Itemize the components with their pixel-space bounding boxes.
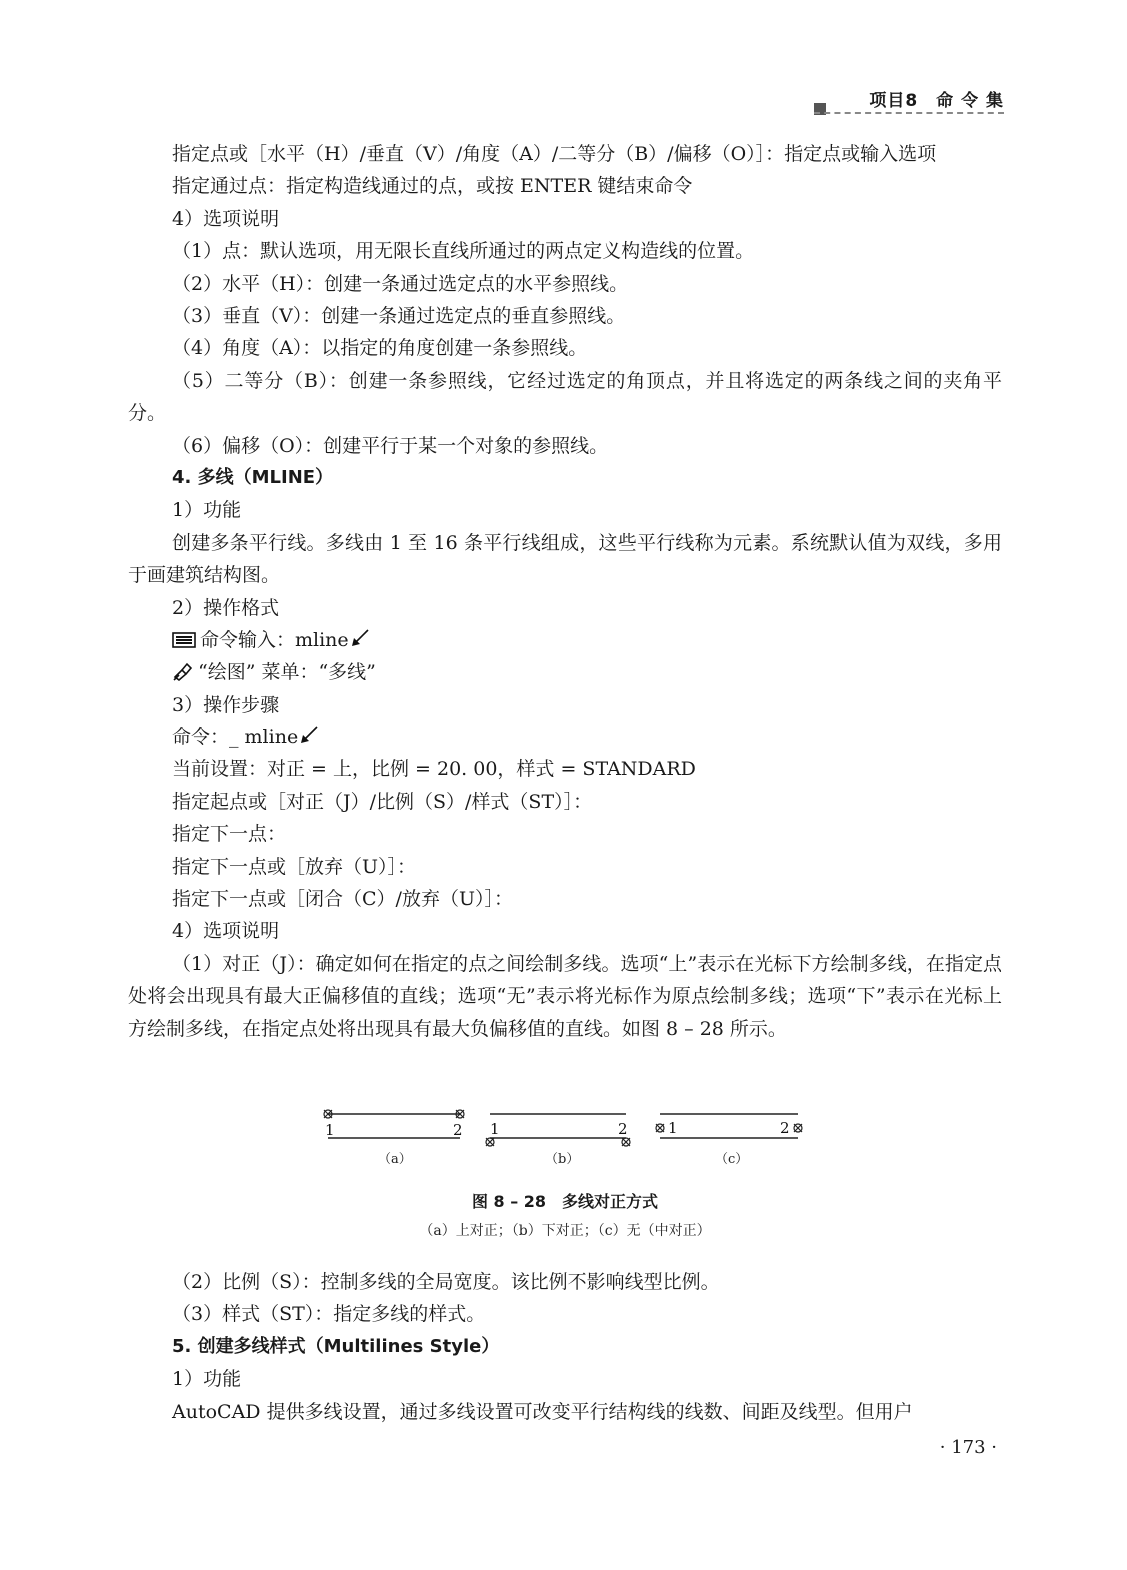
subheading: 2）操作格式 (172, 596, 280, 619)
keyboard-icon (172, 631, 196, 649)
point-marker-icon (794, 1124, 802, 1132)
panel-a (324, 1110, 464, 1167)
point-label: 2 (453, 1121, 463, 1139)
point-label: 1 (668, 1119, 678, 1137)
enter-arrow-icon (350, 628, 370, 648)
command-input-text: 命令输入：mline (200, 628, 349, 651)
panel-label: （c） (715, 1152, 749, 1167)
enter-arrow-icon (299, 725, 319, 745)
figure-drawing (320, 1104, 810, 1170)
text-paragraph: （5）二等分（B）：创建一条参照线，它经过选定的角顶点，并且将选定的两条线之间的夹角平分。 (128, 369, 1002, 425)
section-heading: 4. 多线（MLINE） (172, 466, 334, 488)
header-title: 项目8 命 令 集 (869, 91, 1004, 111)
subheading: 1）功能 (172, 499, 242, 522)
text-line: （4）角度（A）：以指定的角度创建一条参照线。 (172, 337, 588, 360)
text-line: 指定下一点： (172, 823, 287, 846)
text-line: 指定下一点或［闭合（C）/放弃（U）］： (172, 888, 513, 911)
panel-b (486, 1114, 630, 1167)
text-line: AutoCAD 提供多线设置，通过多线设置可改变平行结构线的线数、间距及线型。但用户 (172, 1400, 913, 1423)
text-line: （2）比例（S）：控制多线的全局宽度。该比例不影响线型比例。 (172, 1271, 720, 1293)
text-line: （3）垂直（V）：创建一条通过选定点的垂直参照线。 (172, 304, 626, 327)
panel-c (656, 1114, 802, 1167)
main-text (128, 138, 1002, 1077)
figure-8-28 (320, 1104, 810, 1170)
point-label: 1 (325, 1121, 335, 1139)
command-input-line (128, 624, 1002, 656)
point-marker-icon (486, 1138, 494, 1146)
subheading: 3）操作步骤 (172, 693, 280, 716)
page-number: · 173 · (939, 1437, 997, 1458)
menu-icon (172, 661, 194, 681)
text-paragraph: （1）对正（J）：确定如何在指定的点之间绘制多线。选项“上”表示在光标下方绘制多线，在指定点处将会出现具有最大正偏移值的直线；选项“无”表示将光标作为原点绘制多线；选项“下”表示在光标上方绘制多线，在指定点处将出现具有最大负偏移值的直线。如图 8 – 28 所示。 (128, 952, 1002, 1040)
text-line: （3）样式（ST）：指定多线的样式。 (172, 1303, 486, 1326)
text-line: 指定下一点或［放弃（U）］： (172, 855, 417, 878)
header-rule (814, 112, 1004, 114)
point-label: 1 (490, 1120, 500, 1138)
text-line: （1）点：默认选项，用无限长直线所通过的两点定义构造线的位置。 (172, 240, 755, 263)
figure-caption: 图 8 – 28 多线对正方式 (471, 1192, 659, 1211)
point-marker-icon (622, 1138, 630, 1146)
text-line: （2）水平（H）：创建一条通过选定点的水平参照线。 (172, 272, 629, 295)
section-heading: 5. 创建多线样式（Multilines Style） (172, 1335, 500, 1357)
running-header (814, 86, 1004, 116)
subheading: 4）选项说明 (172, 207, 280, 230)
text-line: 指定起点或［对正（J）/比例（S）/样式（ST）］： (172, 790, 593, 813)
point-label: 2 (780, 1119, 790, 1137)
subheading: 4）选项说明 (172, 920, 280, 943)
panel-label: （a） (378, 1152, 412, 1167)
text-line: （6）偏移（O）：创建平行于某一个对象的参照线。 (172, 434, 609, 457)
text-line: 当前设置：对正 = 上，比例 = 20. 00，样式 = STANDARD (172, 758, 696, 781)
command-text: 命令：_ mline (172, 726, 299, 749)
subheading: 1）功能 (172, 1368, 242, 1391)
figure-subcaption: （a）上对正；（b）下对正；（c）无（中对正） (419, 1223, 711, 1239)
command-line (128, 721, 1002, 753)
text-line: 指定通过点：指定构造线通过的点，或按 ENTER 键结束命令 (172, 175, 693, 198)
panel-label: （b） (545, 1152, 580, 1167)
point-marker-icon (656, 1124, 664, 1132)
menu-path-text: “绘图” 菜单：“多线” (198, 661, 376, 684)
text-line: 指定点或［水平（H）/垂直（V）/角度（A）/二等分（B）/偏移（O）］：指定点或输入选项 (172, 143, 937, 165)
text-paragraph: 创建多条平行线。多线由 1 至 16 条平行线组成，这些平行线称为元素。系统默认值为双线，多用于画建筑结构图。 (128, 531, 1002, 587)
point-label: 2 (618, 1120, 628, 1138)
menu-path-line (128, 656, 1002, 688)
main-text-continued (128, 1266, 1002, 1428)
